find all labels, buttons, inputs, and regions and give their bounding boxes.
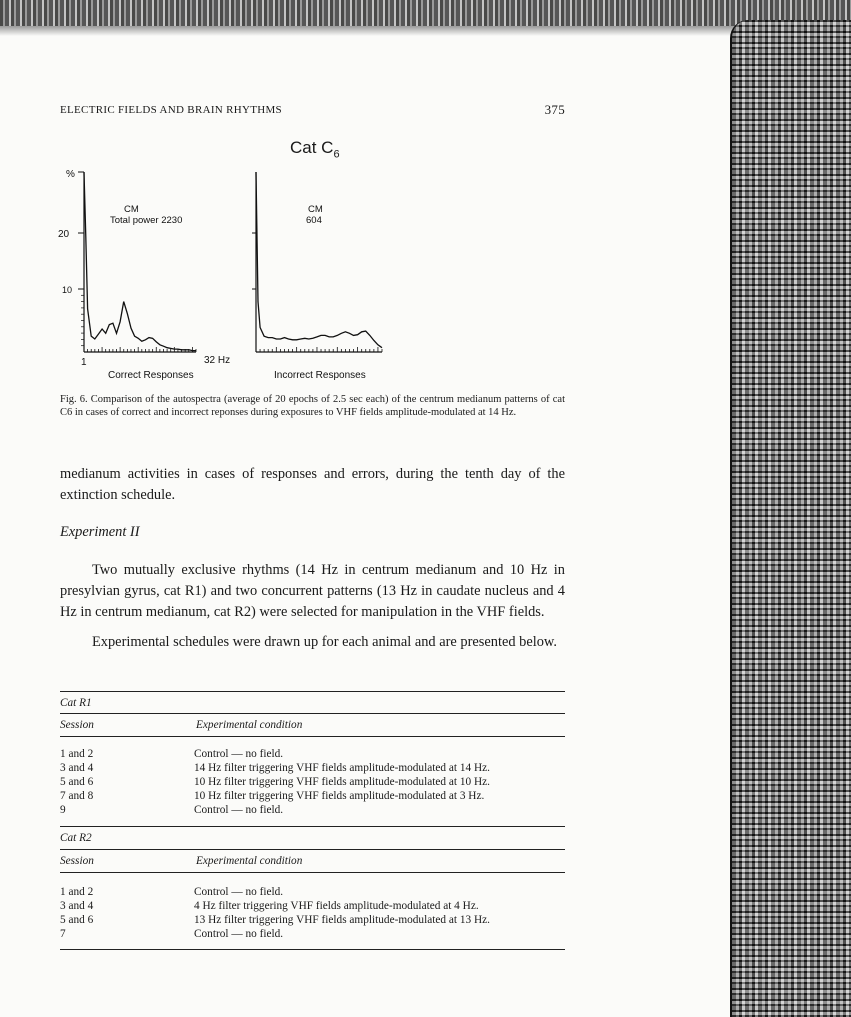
table-rule xyxy=(60,849,565,850)
right-spectrum-line xyxy=(256,172,382,348)
table-cell-condition: 4 Hz filter triggering VHF fields amplitude-modulated at 4 Hz. xyxy=(194,900,479,912)
running-title: ELECTRIC FIELDS AND BRAIN RHYTHMS xyxy=(60,104,282,116)
right-annotation-1: CM xyxy=(308,204,323,215)
left-spectrum-line xyxy=(84,172,196,351)
table-cell-condition: Control — no field. xyxy=(194,886,284,898)
scan-shadow-top xyxy=(0,26,851,36)
left-panel-label: Correct Responses xyxy=(108,370,194,381)
table-cell-session: 7 xyxy=(60,928,66,940)
table-row xyxy=(60,900,565,913)
figure-title-sub: 6 xyxy=(333,148,340,161)
table-row xyxy=(60,762,565,775)
table-rule xyxy=(60,736,565,737)
table-r1-col-condition: Experimental condition xyxy=(196,719,303,731)
paragraph-2-text: Two mutually exclusive rhythms (14 Hz in centrum medianum and 10 Hz in presylvian gyrus, cat R1) and two concurrent patterns (13 Hz in caudate nucleus and 4 Hz in centrum medianum, cat R2) were selected for manipulation in the VHF fields. xyxy=(60,562,565,620)
table-cell-session: 1 and 2 xyxy=(60,886,94,898)
left-y-label-20: 20 xyxy=(58,229,70,240)
table-cell-condition: 10 Hz filter triggering VHF fields amplitude-modulated at 10 Hz. xyxy=(194,776,490,788)
table-r1-body xyxy=(60,748,565,818)
table-r2-title-text: Cat R2 xyxy=(60,832,92,844)
table-row xyxy=(60,748,565,761)
left-annotation-2: Total power 2230 xyxy=(110,215,183,226)
table-row xyxy=(60,804,565,817)
right-x-ticks xyxy=(256,347,382,352)
table-row xyxy=(60,886,565,899)
table-r2-col-condition: Experimental condition xyxy=(196,855,303,867)
table-cell-condition: Control — no field. xyxy=(194,748,284,760)
right-annotation-2: 604 xyxy=(306,215,322,226)
table-rule xyxy=(60,949,565,950)
table-r2-col-session: Session xyxy=(60,855,94,867)
table-cell-session: 9 xyxy=(60,804,66,816)
right-panel-label: Incorrect Responses xyxy=(274,370,366,381)
table-cell-condition: Control — no field. xyxy=(194,804,284,816)
figure-caption: Fig. 6. Comparison of the autospectra (average of 20 epochs of 2.5 sec each) of the centrum medianum patterns of cat C6 in cases of correct and incorrect reponses during exposures to VHF fields amplitude-modulated at 14 Hz. xyxy=(60,394,565,418)
table-cell-session: 1 and 2 xyxy=(60,748,94,760)
table-cell-session: 3 and 4 xyxy=(60,762,94,774)
paragraph-3 xyxy=(60,632,565,653)
table-rule xyxy=(60,872,565,873)
table-cell-session: 5 and 6 xyxy=(60,914,94,926)
figure-autospectra xyxy=(56,136,396,386)
table-cell-condition: 13 Hz filter triggering VHF fields amplitude-modulated at 13 Hz. xyxy=(194,914,490,926)
figure-title-main: Cat C xyxy=(290,138,334,157)
table-row xyxy=(60,776,565,789)
table-cell-session: 5 and 6 xyxy=(60,776,94,788)
table-r2-body xyxy=(60,886,565,942)
scan-border-top xyxy=(0,0,851,26)
left-annotation-1: CM xyxy=(124,204,139,215)
paragraph-2 xyxy=(60,560,565,623)
table-rule xyxy=(60,691,565,692)
left-x-start: 1 xyxy=(81,357,87,368)
table-r1-title-text: Cat R1 xyxy=(60,697,92,709)
paragraph-1: medianum activities in cases of responses and errors, during the tenth day of the extinction schedule. xyxy=(60,466,565,503)
table-row xyxy=(60,928,565,941)
left-y-unit: % xyxy=(66,169,75,180)
scan-border-right xyxy=(730,20,851,1017)
table-cell-condition: Control — no field. xyxy=(194,928,284,940)
table-rule xyxy=(60,826,565,827)
table-rule xyxy=(60,713,565,714)
table-cell-session: 3 and 4 xyxy=(60,900,94,912)
table-cell-session: 7 and 8 xyxy=(60,790,94,802)
table-cell-condition: 10 Hz filter triggering VHF fields amplitude-modulated at 3 Hz. xyxy=(194,790,485,802)
table-r1-col-session: Session xyxy=(60,719,94,731)
page-number: 375 xyxy=(544,102,565,117)
paragraph-3-text: Experimental schedules were drawn up for each animal and are presented below. xyxy=(92,634,557,650)
table-row xyxy=(60,914,565,927)
left-x-end: 32 Hz xyxy=(204,355,231,366)
table-row xyxy=(60,790,565,803)
table-cell-condition: 14 Hz filter triggering VHF fields amplitude-modulated at 14 Hz. xyxy=(194,762,490,774)
left-y-label-10: 10 xyxy=(62,285,73,295)
subheading-experiment-2: Experiment II xyxy=(60,524,140,540)
